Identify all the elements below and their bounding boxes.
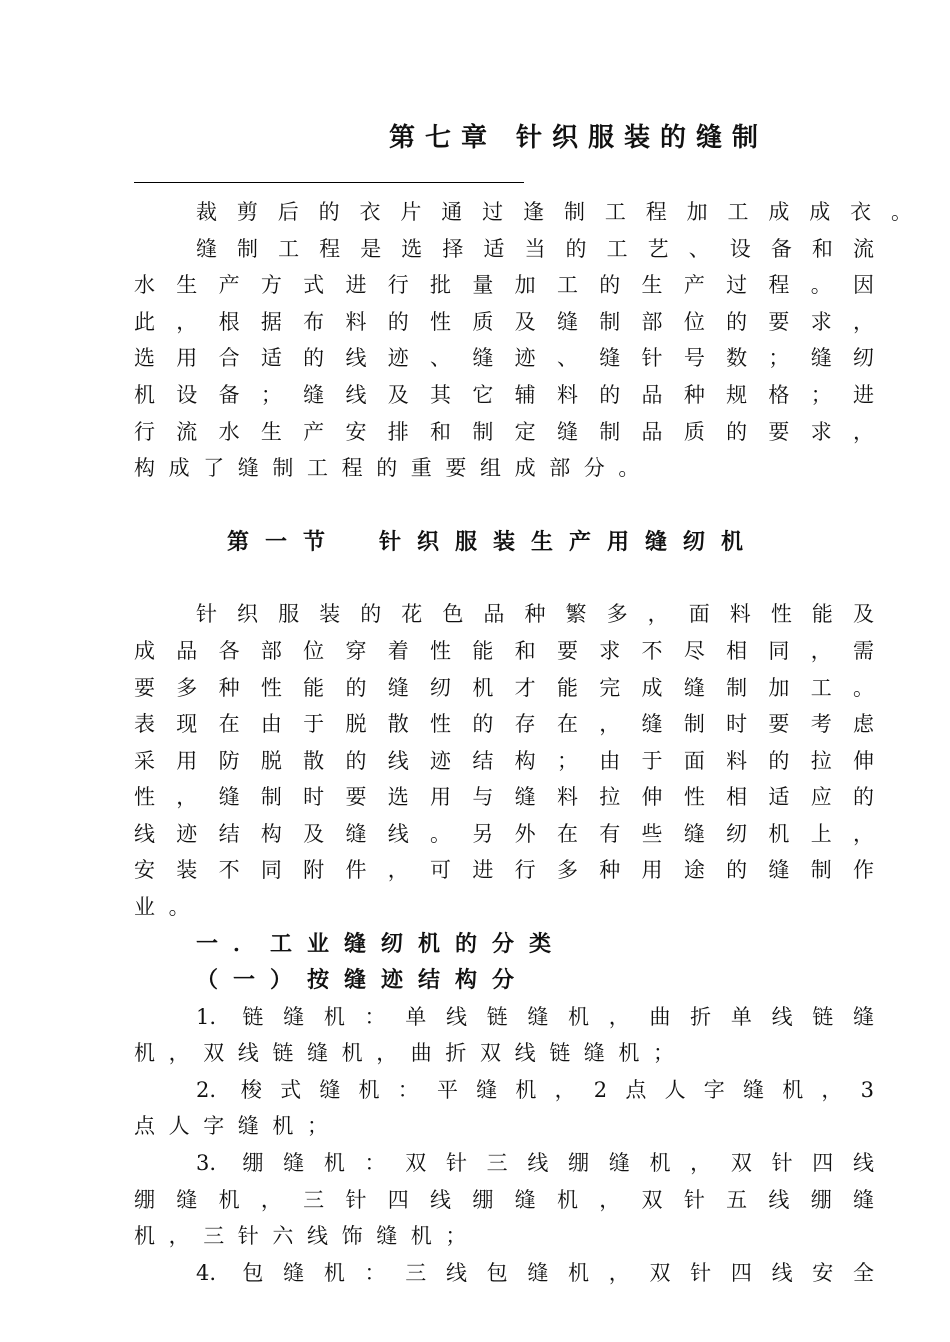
body-line: 业。: [134, 895, 204, 919]
chapter-title: 第七章 针织服装的缝制: [389, 123, 769, 153]
intro-line: 机设备；缝线及其它辅料的品种规格；进: [134, 383, 874, 407]
body-line: 成品各部位穿着性能和要求不尽相同，需: [134, 639, 874, 663]
subsubsection-heading: （一）按缝迹结构分: [196, 967, 530, 993]
intro-line: 裁剪后的衣片通过逢制工程加工成成衣。: [196, 200, 912, 224]
body-line: 性，缝制时要选用与缝料拉伸性相适应的: [134, 785, 874, 809]
list-line: 绷缝机，三针四线绷缝机，双针五线绷缝: [134, 1188, 874, 1212]
intro-line: 行流水生产安排和制定缝制品质的要求，: [134, 420, 874, 444]
intro-line: 选用合适的线迹、缝迹、缝针号数；缝纫: [134, 346, 874, 370]
list-line: 3. 绷缝机：双针三线绷缝机，双针四线: [196, 1151, 874, 1175]
subsection-heading: 一．工业缝纫机的分类: [196, 931, 567, 957]
list-line: 机，双线链缝机，曲折双线链缝机；: [134, 1041, 688, 1065]
list-line: 机，三针六线饰缝机；: [134, 1224, 480, 1248]
title-underline: [134, 182, 524, 183]
body-line: 要多种性能的缝纫机才能完成缝制加工。: [134, 676, 874, 700]
section-title: 第一节 针织服装生产用缝纫机: [227, 529, 760, 555]
intro-line: 缝制工程是选择适当的工艺、设备和流: [196, 237, 874, 261]
list-line: 2. 梭式缝机：平缝机，2点人字缝机，3: [196, 1078, 874, 1102]
intro-line: 构成了缝制工程的重要组成部分。: [134, 456, 653, 480]
list-line: 4. 包缝机：三线包缝机，双针四线安全: [196, 1261, 874, 1285]
list-line: 点人字缝机；: [134, 1114, 342, 1138]
body-line: 表现在由于脱散性的存在，缝制时要考虑: [134, 712, 874, 736]
intro-line: 此，根据布料的性质及缝制部位的要求，: [134, 310, 874, 334]
list-line: 1. 链缝机：单线链缝机，曲折单线链缝: [196, 1005, 874, 1029]
body-line: 安装不同附件，可进行多种用途的缝制作: [134, 858, 874, 882]
body-line: 针织服装的花色品种繁多，面料性能及: [196, 602, 874, 626]
body-line: 线迹结构及缝线。另外在有些缝纫机上，: [134, 822, 874, 846]
intro-line: 水生产方式进行批量加工的生产过程。因: [134, 273, 874, 297]
body-line: 采用防脱散的线迹结构；由于面料的拉伸: [134, 749, 874, 773]
